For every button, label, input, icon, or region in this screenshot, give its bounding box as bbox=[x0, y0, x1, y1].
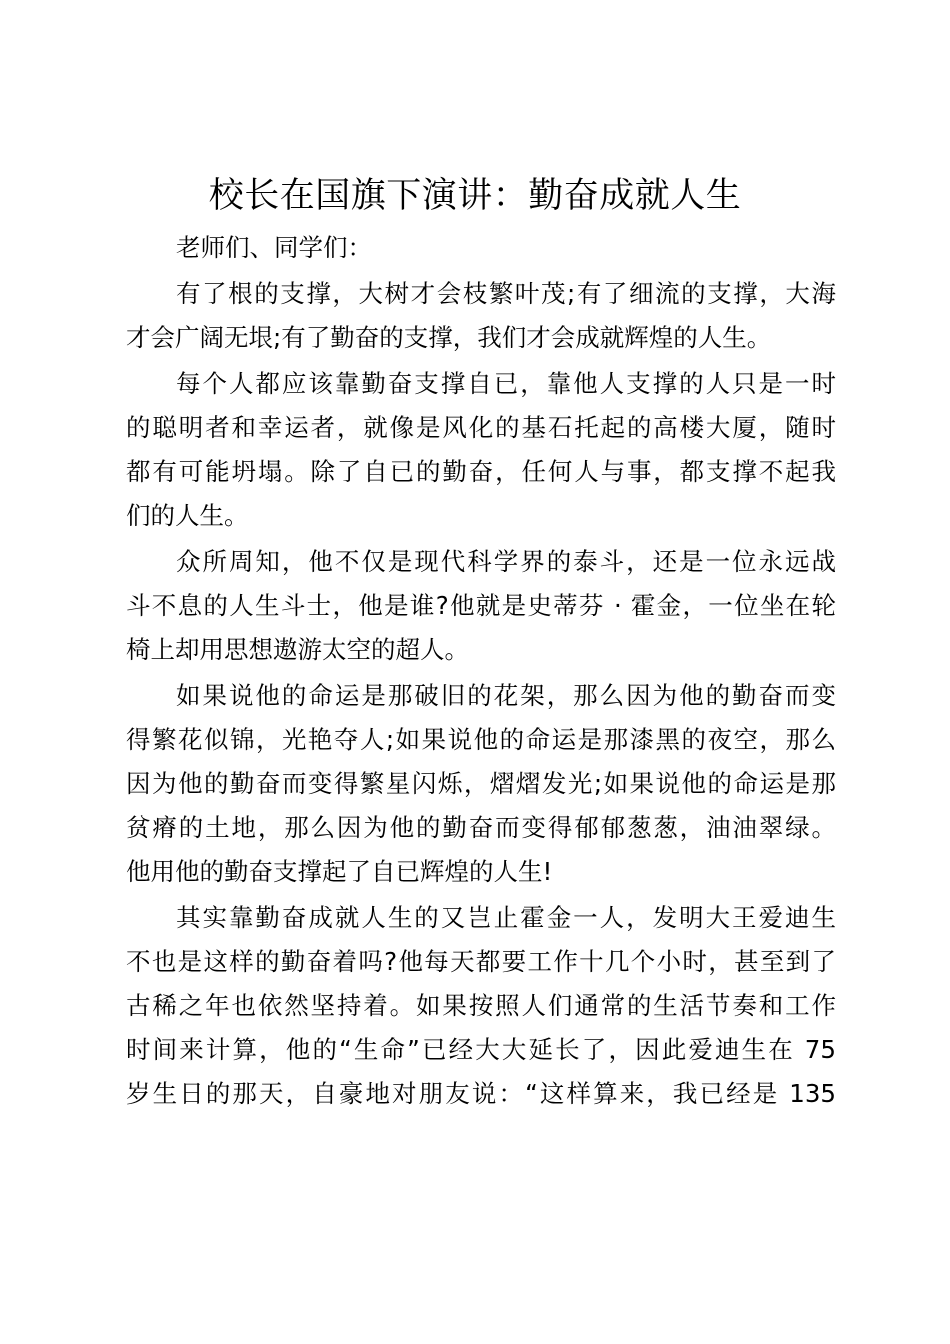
paragraph-line: 的聪明者和幸运者，就像是风化的基石托起的高楼大厦，随时 bbox=[126, 413, 836, 442]
paragraph-line: 贫瘠的土地，那么因为他的勤奋而变得郁郁葱葱，油油翠绿。 bbox=[126, 813, 836, 842]
paragraph-line: 们的人生。 bbox=[126, 501, 249, 530]
paragraph-line: 每个人都应该靠勤奋支撑自已，靠他人支撑的人只是一时 bbox=[176, 369, 836, 398]
paragraph-line: 得繁花似锦，光艳夺人;如果说他的命运是那漆黑的夜空，那么 bbox=[126, 725, 836, 754]
paragraph-line: 其实靠勤奋成就人生的又岂止霍金一人，发明大王爱迪生 bbox=[176, 903, 836, 932]
paragraph-line: 他用他的勤奋支撑起了自已辉煌的人生! bbox=[126, 857, 553, 886]
paragraph-line: 如果说他的命运是那破旧的花架，那么因为他的勤奋而变 bbox=[176, 681, 836, 710]
paragraph-line: 不也是这样的勤奋着吗?他每天都要工作十几个小时，甚至到了 bbox=[126, 947, 836, 976]
paragraph-line: 古稀之年也依然坚持着。如果按照人们通常的生活节奏和工作 bbox=[126, 991, 836, 1020]
document-body bbox=[126, 226, 836, 1116]
paragraph-line: 时间来计算，他的“生命”已经大大延长了，因此爱迪生在 75 bbox=[126, 1035, 836, 1064]
paragraph-line: 岁生日的那天，自豪地对朋友说：“这样算来，我已经是 135 bbox=[126, 1079, 836, 1108]
document-title: 校长在国旗下演讲：勤奋成就人生 bbox=[208, 176, 742, 216]
salutation-line: 老师们、同学们： bbox=[176, 233, 372, 262]
paragraph-line: 才会广阔无垠;有了勤奋的支撑，我们才会成就辉煌的人生。 bbox=[126, 323, 772, 352]
paragraph-line: 斗不息的人生斗士，他是谁?他就是史蒂芬 · 霍金，一位坐在轮 bbox=[126, 591, 836, 620]
paragraph-line: 都有可能坍塌。除了自已的勤奋，任何人与事，都支撑不起我 bbox=[126, 457, 836, 486]
paragraph-line: 有了根的支撑，大树才会枝繁叶茂;有了细流的支撑，大海 bbox=[176, 279, 836, 308]
paragraph-line: 众所周知，他不仅是现代科学界的泰斗，还是一位永远战 bbox=[176, 547, 836, 576]
paragraph-line: 椅上却用思想遨游太空的超人。 bbox=[126, 635, 469, 664]
paragraph-line: 因为他的勤奋而变得繁星闪烁，熠熠发光;如果说他的命运是那 bbox=[126, 769, 836, 798]
